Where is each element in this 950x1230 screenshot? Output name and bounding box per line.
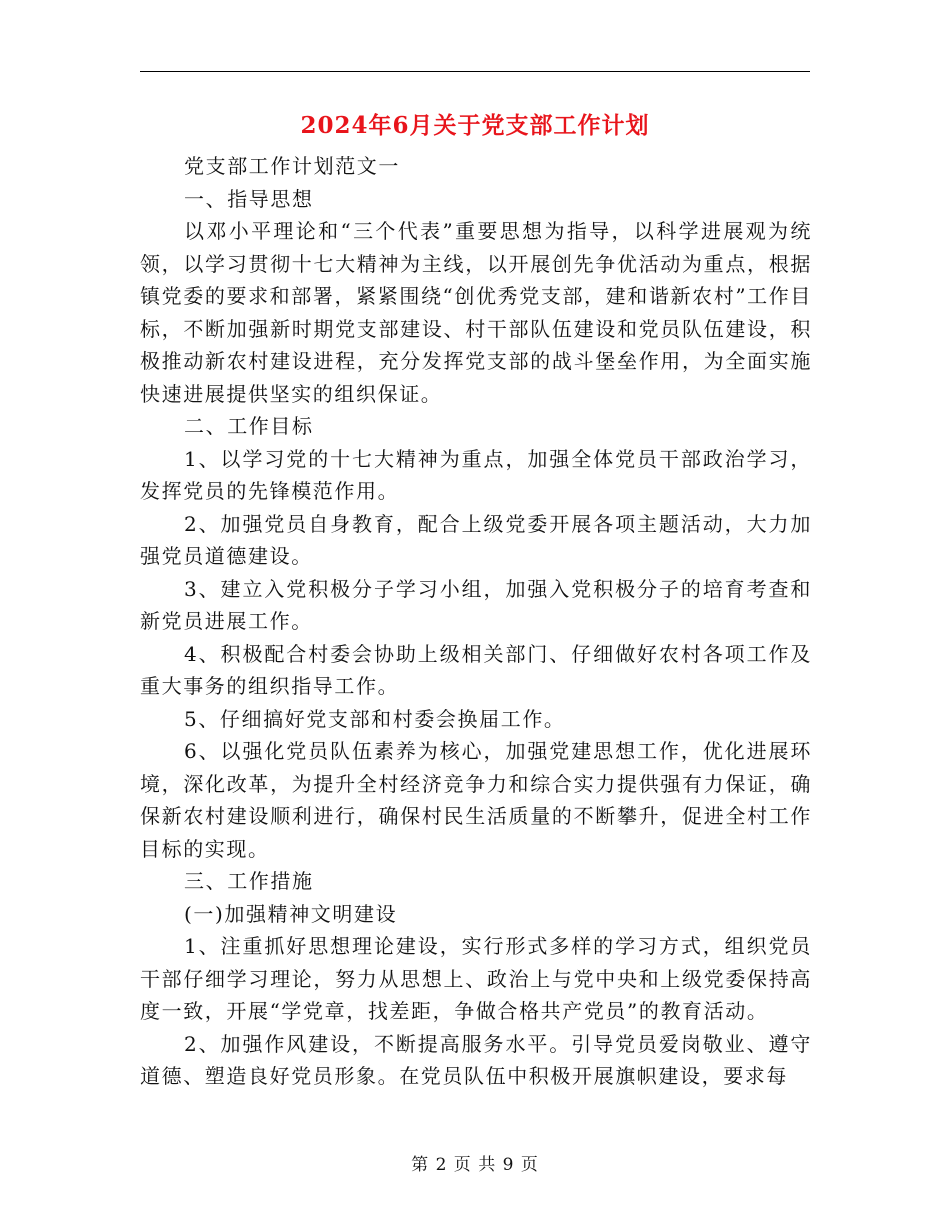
paragraph-goal-1: 1、以学习党的十七大精神为重点，加强全体党员干部政治学习，发挥党员的先锋模范作用。 [140,446,812,503]
document-title: 2024年6月关于党支部工作计划 [300,112,650,139]
paragraph-measure-2: 2、加强作风建设，不断提高服务水平。引导党员爱岗敬业、遵守道德、塑造良好党员形象。在党员队伍中积极开展旗帜建设，要求每 [140,1031,812,1088]
paragraph-goal-2: 2、加强党员自身教育，配合上级党委开展各项主题活动，大力加强党员道德建设。 [140,511,812,568]
heading-guiding-thought: 一、指导思想 [184,186,314,211]
paragraph-goal-5: 5、仔细搞好党支部和村委会换届工作。 [184,706,566,731]
paragraph-goal-3: 3、建立入党积极分子学习小组，加强入党积极分子的培育考查和新党员进展工作。 [140,576,812,633]
page-number-footer: 第 2 页 共 9 页 [411,1155,539,1175]
paragraph-section-heading: 党支部工作计划范文一 [184,154,400,178]
paragraph-goal-4: 4、积极配合村委会协助上级相关部门、仔细做好农村各项工作及重大事务的组织指导工作。 [140,641,812,698]
heading-work-goals: 二、工作目标 [184,414,314,438]
paragraph-measure-1: 1、注重抓好思想理论建设，实行形式多样的学习方式，组织党员干部仔细学习理论，努力从思想上、政治上与党中央和上级党委保持高度一致，开展“学党章，找差距，争做合格共产党员”的教育活动。 [140,934,812,1023]
paragraph-goal-6: 6、以强化党员队伍素养为核心，加强党建思想工作，优化进展环境，深化改革，为提升全村经济竞争力和综合实力提供强有力保证，确保新农村建设顺利进行，确保村民生活质量的不断攀升，促进全村工作目标的实现。 [140,739,812,861]
paragraph-guiding-thought: 以邓小平理论和“三个代表”重要思想为指导，以科学进展观为统领，以学习贯彻十七大精神为主线，以开展创先争优活动为重点，根据镇党委的要求和部署，紧紧围绕“创优秀党支部，建和谐新农村”工作目标，不断加强新时期党支部建设、村干部队伍建设和党员队伍建设，积极推动新农村建设进程，充分发挥党支部的战斗堡垒作用，为全面实施快速进展提供坚实的组织保证。 [140,219,812,406]
heading-work-measures: 三、工作措施 [184,869,314,893]
document-body [140,150,812,1093]
header-rule [140,71,810,72]
subheading-spiritual-civilization: (一)加强精神文明建设 [184,901,398,926]
